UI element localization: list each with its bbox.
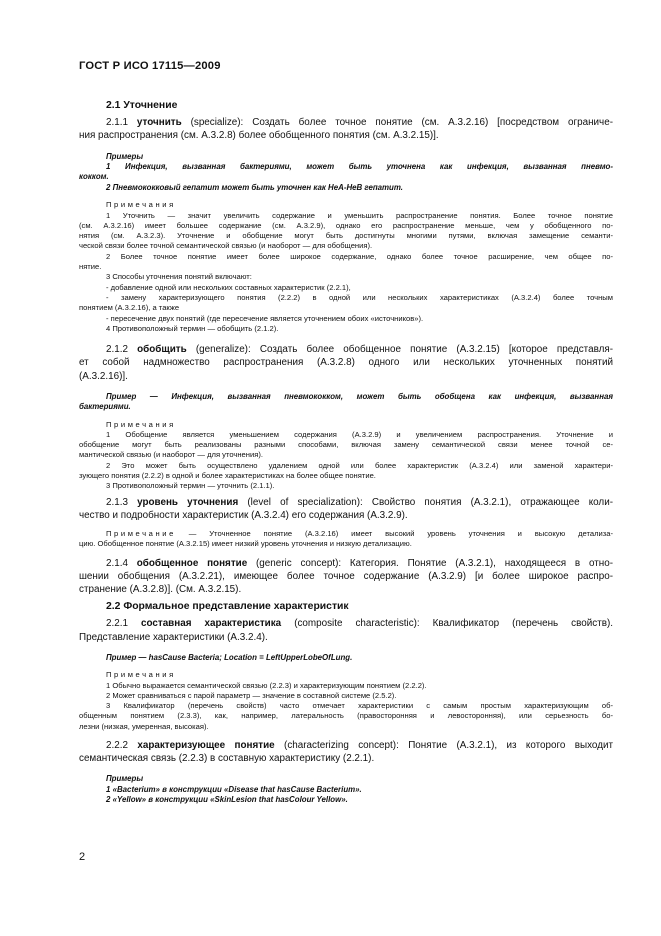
note-line: - пересечение двух понятий (где пересечение является уточнением обоих «источников»). (106, 313, 424, 323)
definition-line: ет собой надмножество распространения (А.3.2.8) одного или нескольких уточненных понятий (79, 357, 613, 369)
note-line: ческой связи более точной семантической связью (и наоборот — для обобщения). (79, 241, 373, 251)
term-number: 2.1.2 (106, 344, 128, 356)
examples-label: Примеры (106, 151, 144, 161)
term-name: уточнить (136, 117, 182, 129)
note-line: - добавление одной или нескольких составных характеристик (2.2.1), (106, 282, 351, 292)
note-line: 3 Способы уточнения понятий включают: (106, 272, 252, 282)
term-name: обобщенное понятие (136, 557, 248, 569)
definition-line: семантическая связь (2.2.3) в составную характеристику (2.2.1). (79, 753, 375, 765)
example-line: 1 «Bacterium» в конструкции «Disease that hasCause Bacterium». (106, 784, 362, 794)
term-number: 2.1.4 (106, 557, 128, 569)
page-header: ГОСТ Р ИСО 17115—2009 (79, 60, 221, 72)
term-name: характеризующее понятие (137, 740, 275, 751)
term-name: уровень уточнения (137, 496, 239, 508)
notes-label: Примечания (106, 670, 176, 680)
page-number: 2 (79, 851, 86, 863)
definition-line: (generic concept): Категория. Понятие (А.3.2.1), находящееся в отно- (256, 557, 613, 569)
note-line: понятием (А.3.2.16), а также (79, 303, 180, 313)
term-number: 2.1.1 (106, 117, 128, 129)
note-line: 2 Может сравниваться с парой параметр — значение в составной системе (2.5.2). (106, 690, 397, 700)
note-line: 1 Обычно выражается семантической связью (2.2.3) и характеризующим понятием (2.2.2). (106, 680, 427, 690)
note-line: нятия (см. А.3.2.3). Уточнение и обобщение могут быть достигнуты многими путями, включая замещение семанти- (79, 231, 613, 241)
example-line: Пример — hasCause Bacteria; Location = LeftUpperLobeOfLung. (106, 652, 353, 662)
term-name: обобщить (137, 344, 187, 356)
example-line: Пример — Инфекция, вызванная пневмококком, может быть обобщена как инфекция, вызванная (106, 391, 613, 401)
note-line (79, 529, 613, 539)
term-number: 2.2.1 (106, 618, 128, 630)
note-line: общенным понятием (2.3.3), как, например, латеральность (правосторонняя и левосторонняя), или серьезность бо- (79, 711, 613, 721)
examples-label: Примеры (106, 774, 144, 784)
definition-2-2-1 (79, 617, 613, 630)
note-line: мантической связью (и наоборот — для уточнения). (79, 450, 263, 460)
example-line: 2 Пневмококковый гепатит может быть уточнен как НеА-НеВ гепатит. (106, 182, 403, 192)
notes-label: Примечания (106, 200, 176, 210)
definition-line: шении обобщения (А.3.2.21), имеющее более точное содержание (А.3.2.9) [и более широкое распро- (79, 570, 613, 582)
example-line: бактериями. (79, 402, 131, 412)
definition-2-1-1 (79, 116, 613, 129)
note-text: — Уточненное понятие (А.3.2.16) имеет высокий уровень уточнения и высокую детализа- (188, 529, 613, 538)
note-line: 3 Противоположный термин — уточнить (2.1.1). (106, 481, 275, 491)
example-line: 2 «Yellow» в конструкции «SkinLesion that hasColour Yellow». (106, 795, 348, 805)
definition-line: (specialize): Создать более точное понятие (см. А.3.2.16) [посредством ограниче- (190, 117, 613, 129)
definition-2-1-2 (79, 343, 613, 356)
definition-line: (А.3.2.16)]. (79, 370, 128, 382)
section-heading-2-1: 2.1 Уточнение (106, 100, 178, 111)
note-line: 1 Обобщение является уменьшением содержания (А.3.2.9) и увеличением распространения. Уточнение и (106, 429, 613, 439)
note-line: нятие. (79, 262, 102, 272)
note-line: 1 Уточнить — значит увеличить содержание и уменьшить распространение понятия. Более точное понятие (106, 210, 613, 220)
definition-2-1-3 (79, 496, 613, 509)
definition-2-2-2 (79, 739, 613, 752)
note-line: лезни (низкая, умеренная, высокая). (79, 721, 209, 731)
example-line: 1 Инфекция, вызванная бактериями, может быть уточнена как инфекция, вызванная пневмо- (106, 162, 613, 172)
note-line: (см. А.3.2.16) имеет большее содержание (см. А.3.2.9), однако его распространение меньше, чем у обобщенного по- (79, 220, 613, 230)
term-number: 2.2.2 (106, 740, 128, 751)
section-heading-2-2: 2.2 Формальное представление характеристик (106, 601, 349, 613)
definition-line: (generalize): Создать более обобщенное понятие (А.3.2.15) [которое представля- (195, 344, 613, 356)
note-line: обобщение могут быть реализованы разными способами, включая замену семантической связи менее точной се- (79, 440, 613, 450)
definition-line: (level of specialization): Свойство понятия (А.3.2.1), отражающее коли- (247, 496, 613, 508)
document-body (79, 99, 613, 806)
note-line: 4 Противоположный термин — обобщить (2.1.2). (106, 323, 279, 333)
note-line: - замену характеризующего понятия (2.2.2) в одной или нескольких характеристиках (А.3.2.4) более точным (106, 292, 613, 302)
definition-line: чество и подробности характеристик (А.3.2.4) его содержания (А.3.2.9). (79, 509, 408, 521)
notes-label: Примечания (106, 419, 176, 429)
note-label: Примечание (106, 529, 176, 538)
definition-line: (characterizing concept): Понятие (А.3.2.1), из которого выходит (284, 740, 614, 751)
term-name: составная характеристика (140, 618, 282, 630)
note-line: зующего понятия (2.2.2) в одной и более характеристиках на более общее понятие. (79, 471, 376, 480)
definition-line: (composite characteristic): Квалификатор (перечень свойств). (294, 618, 613, 630)
example-line: кокком. (79, 172, 109, 182)
definition-line: ния распространения (см. А.3.2.8) более обобщенного понятия (см. А.3.2.15)]. (79, 130, 439, 142)
term-number: 2.1.3 (106, 496, 128, 508)
note-line: 3 Квалификатор (перечень свойств) часто отмечает характеристики с самым простым характеризующим об- (106, 701, 613, 711)
definition-2-1-4 (79, 557, 613, 570)
note-line: 2 Это может быть осуществлено удалением одной или более характеристик (А.3.2.4) или заменой характери- (106, 460, 613, 470)
note-line: цию. Обобщенное понятие (А.3.2.15) имеет низкий уровень уточнения и низкую детализацию. (79, 539, 412, 549)
note-line: 2 Более точное понятие имеет более широкое содержание, однако более точное расширение, чем общее по- (106, 251, 613, 261)
definition-line: Представление характеристики (А.3.2.4). (79, 631, 268, 643)
definition-line: странение (А.3.2.8)]. (См. А.3.2.15). (79, 584, 242, 595)
